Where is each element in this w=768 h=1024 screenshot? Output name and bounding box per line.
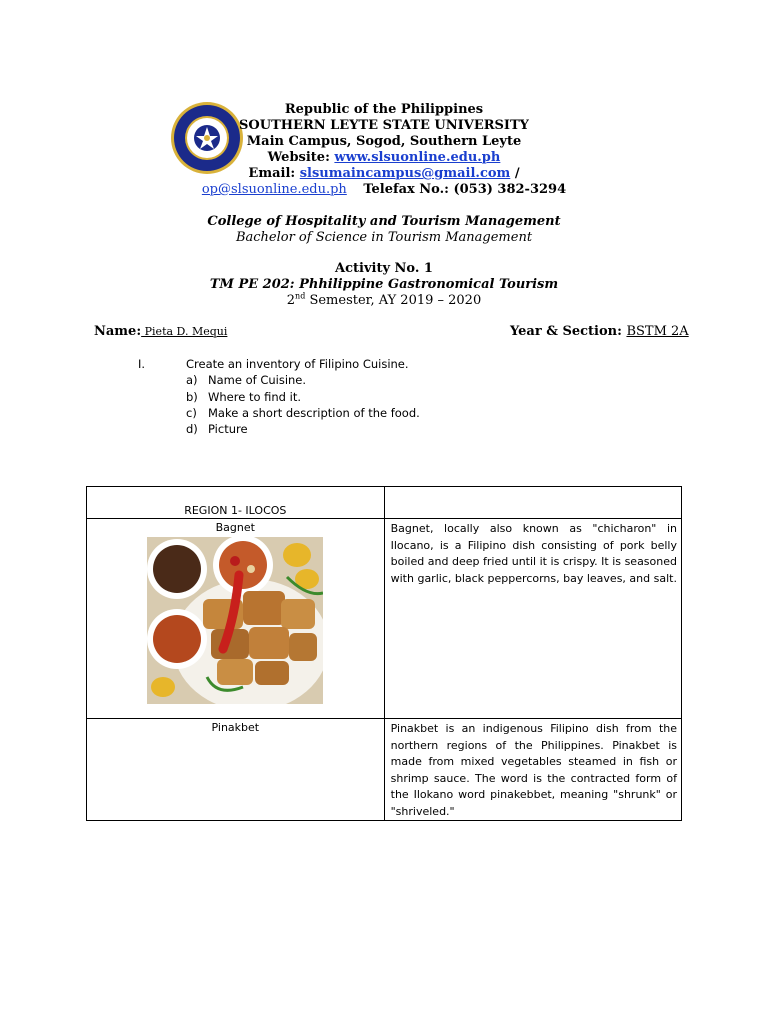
task-item-letter: a) — [186, 373, 198, 387]
semester-line — [134, 292, 634, 309]
task-item-letter: d) — [186, 422, 198, 436]
email2-link[interactable]: op@slsuonline.edu.ph — [201, 182, 347, 197]
task-item-text: Name of Cuisine. — [208, 373, 307, 387]
description-cell — [384, 719, 681, 821]
region-header-cell — [87, 487, 385, 519]
description-cell — [384, 519, 681, 719]
university-name: SOUTHERN LEYTE STATE UNIVERSITY — [239, 118, 529, 133]
task-roman-numeral: I. — [138, 357, 146, 371]
name-label: Name: — [94, 324, 142, 339]
letterhead — [200, 102, 568, 198]
table-row — [87, 487, 682, 519]
task-item-letter: c) — [186, 406, 197, 420]
task-item-text: Picture — [208, 422, 248, 436]
semester-rest: Semester, AY 2019 – 2020 — [305, 293, 482, 308]
food-cell — [87, 719, 385, 821]
task-item-text: Make a short description of the food. — [208, 406, 420, 420]
task-item-letter: b) — [186, 390, 198, 404]
cuisine-inventory-table — [86, 486, 682, 821]
region-label: REGION 1- ILOCOS — [184, 504, 287, 517]
program-name: Bachelor of Science in Tourism Management — [235, 230, 533, 245]
campus-line: Main Campus, Sogod, Southern Leyte — [246, 134, 522, 149]
task-item — [186, 390, 301, 404]
website-link[interactable]: www.slsuonline.edu.ph — [334, 150, 501, 165]
section-value: BSTM 2A — [626, 324, 689, 339]
task-item-text: Where to find it. — [208, 390, 301, 404]
food-cell — [87, 519, 385, 719]
course-title: TM PE 202: Phhilippine Gastronomical Tourism — [209, 277, 559, 292]
contact-line — [200, 182, 568, 198]
email-label: Email: — [248, 166, 300, 181]
telefax-text: Telefax No.: (053) 382-3294 — [363, 182, 567, 197]
task-item — [186, 422, 248, 436]
semester-suffix: nd — [295, 291, 306, 301]
website-line — [200, 150, 568, 166]
email-link[interactable]: slsumaincampus@gmail.com — [299, 166, 511, 181]
task-instruction: Create an inventory of Filipino Cuisine. — [186, 357, 409, 371]
email-separator: / — [510, 166, 520, 181]
section-label: Year & Section: — [510, 324, 627, 339]
email-line — [200, 166, 568, 182]
activity-title: Activity No. 1 — [335, 261, 433, 276]
food-name: Pinakbet — [211, 721, 260, 734]
student-name — [94, 324, 227, 339]
year-section — [510, 324, 689, 339]
food-description: Pinakbet is an indigenous Filipino dish from the northern regions of the Philippines. Pinakbet is made from mixed vegetables steamed in fish or shrimp sauce. The word is the contracted form of the Ilokano word pinakebbet, meaning "shrunk" or "shriveled." — [390, 722, 677, 818]
task-item — [186, 373, 306, 387]
name-value: Pieta D. Mequi — [141, 325, 228, 338]
food-name: Bagnet — [215, 521, 255, 534]
semester-ordinal: 2 — [286, 293, 296, 308]
bagnet-photo — [147, 537, 323, 704]
table-row — [87, 719, 682, 821]
table-row — [87, 519, 682, 719]
website-label: Website: — [267, 150, 335, 165]
college-name: College of Hospitality and Tourism Management — [207, 214, 561, 229]
empty-header-cell — [384, 487, 681, 519]
republic-line: Republic of the Philippines — [284, 102, 484, 117]
food-description: Bagnet, locally also known as "chicharon" in Ilocano, is a Filipino dish consisting of pork belly boiled and deep fried until it is crispy. It is seasoned with garlic, black peppercorns, bay leaves, and salt. — [390, 522, 677, 585]
task-item — [186, 406, 420, 420]
